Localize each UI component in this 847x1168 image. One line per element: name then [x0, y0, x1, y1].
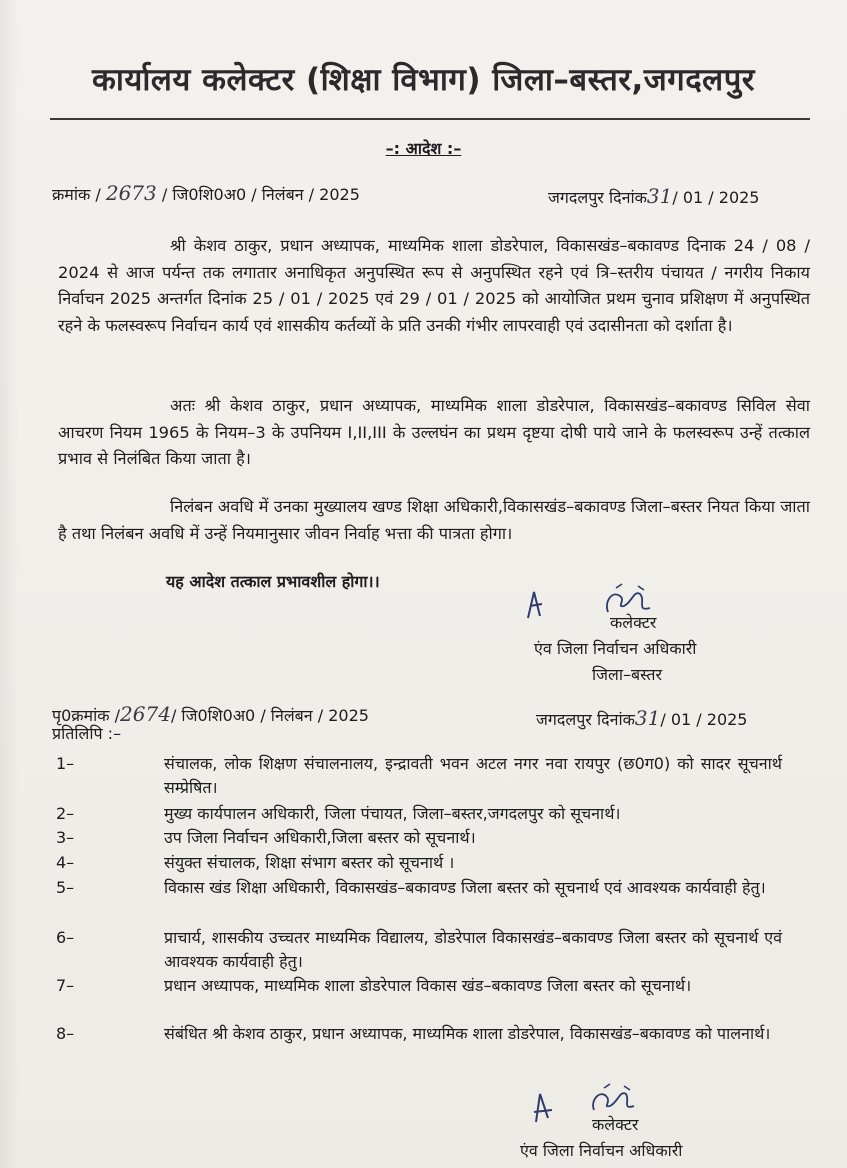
list-item-text: प्राचार्य, शासकीय उच्चतर माध्यमिक विद्यालय, डोडरेपाल विकासखंड–बकावण्ड जिला बस्तर को सूचनार्थ एवं आवश्यक कार्यवाही हेतु। [164, 928, 783, 971]
signature-block-2 [520, 1112, 760, 1164]
list-item [52, 1022, 782, 1046]
effective-statement: यह आदेश तत्काल प्रभावशील होगा।। [166, 572, 380, 591]
endorsement-date-day: 31 [634, 706, 661, 730]
copy-to-label: प्रतिलिपि :– [52, 724, 122, 743]
list-item-number: 1– [56, 754, 75, 773]
signature-block-1 [520, 610, 760, 688]
list-item [52, 876, 782, 900]
order-date-rest: / 01 / 2025 [672, 188, 760, 207]
list-item [52, 974, 782, 998]
list-item-text: विकास खंड शिक्षा अधिकारी, विकासखंड–बकावण्ड जिला बस्तर को सूचनार्थ एवं आवश्यक कार्यवाही हेतु। [164, 878, 766, 897]
list-item-number: 3– [56, 828, 75, 847]
endorsement-ref-suffix: / जि0शि0अ0 / निलंबन / 2025 [170, 706, 369, 725]
page-edge-shadow [0, 0, 18, 1168]
order-date-prefix: जगदलपुर दिनांक [548, 188, 647, 207]
endorsement-ref-number: 2674 [120, 702, 171, 726]
list-item-number: 2– [56, 804, 75, 823]
order-heading: –: आदेश :– [385, 139, 462, 158]
endorsement-ref-prefix: पृ0क्रमांक / [52, 706, 121, 725]
signatory-title: कलेक्टर [592, 1115, 639, 1134]
order-reference [52, 181, 360, 205]
list-item-text: संयुक्त संचालक, शिक्षा संभाग बस्तर को सूचनार्थ । [164, 853, 455, 872]
list-item-text: उप जिला निर्वाचन अधिकारी,जिला बस्तर को सूचनार्थ। [164, 828, 476, 847]
list-item-number: 8– [56, 1024, 75, 1043]
letterhead-divider [50, 118, 810, 120]
order-ref-number: 2673 [105, 181, 157, 205]
signatory-role: एंव जिला निर्वाचन अधिकारी [520, 1141, 683, 1160]
list-item [52, 752, 782, 800]
endorsement-date-prefix: जगदलपुर दिनांक [536, 710, 635, 729]
letterhead-title: कार्यालय कलेक्टर (शिक्षा विभाग) जिला–बस्तर,जगदलपुर [92, 62, 755, 98]
list-item-text: मुख्य कार्यपालन अधिकारी, जिला पंचायत, जिला–बस्तर,जगदलपुर को सूचनार्थ। [164, 804, 621, 823]
signatory-title: कलेक्टर [610, 613, 657, 632]
order-ref-suffix: / जि0शि0अ0 / निलंबन / 2025 [161, 185, 360, 204]
list-item [52, 926, 782, 974]
body-paragraph-3: निलंबन अवधि में उनका मुख्यालय खण्ड शिक्षा अधिकारी,विकासखंड–बकावण्ड जिला–बस्तर नियत किया जाता है तथा निलंबन अवधि में उन्हें नियमानुसार जीवन निर्वाह भत्ता की पात्रता होगा। [58, 497, 810, 543]
list-item-text: संचालक, लोक शिक्षण संचालनालय, इन्द्रावती भवन अटल नगर नवा रायपुर (छ0ग0) को सादर सूचनार्थ सम्प्रेषित। [164, 754, 782, 797]
endorsement-date [536, 706, 747, 730]
order-date [548, 184, 759, 208]
list-item [52, 826, 782, 850]
order-date-day: 31 [646, 184, 673, 208]
list-item-number: 6– [56, 928, 75, 947]
order-ref-prefix: क्रमांक / [52, 185, 101, 204]
signatory-role: एंव जिला निर्वाचन अधिकारी [534, 639, 697, 658]
list-item-number: 4– [56, 853, 75, 872]
list-item-text: संबंधित श्री केशव ठाकुर, प्रधान अध्यापक, माध्यमिक शाला डोडरेपाल, विकासखंड–बकावण्ड को पालनार्थ। [164, 1024, 771, 1043]
list-item-number: 5– [56, 878, 75, 897]
endorsement-date-rest: / 01 / 2025 [660, 710, 748, 729]
list-item-number: 7– [56, 976, 75, 995]
body-paragraph-1: श्री केशव ठाकुर, प्रधान अध्यापक, माध्यमिक शाला डोडरेपाल, विकासखंड–बकावण्ड दिनाक 24 / 08 / 2024 से आज पर्यन्त तक लगातार अनाधिकृत अनुपस्थित रूप से अनुपस्थित रहने एवं त्रि–स्तरीय पंचायत / नगरीय निकाय निर्वाचन 2025 अन्तर्गत दिनांक 25 / 01 / 2025 एवं 29 / 01 / 2025 को आयोजित प्रथम चुनाव प्रशिक्षण में अनुपस्थित रहने के फलस्वरूप निर्वाचन कार्य एवं शासकीय कर्तव्यों के प्रति उनकी गंभीर लापरवाही एवं उदासीनता को दर्शाता है। [58, 236, 810, 335]
signatory-district: जिला–बस्तर [592, 665, 663, 684]
body-paragraph-2: अतः श्री केशव ठाकुर, प्रधान अध्यापक, माध्यमिक शाला डोडरेपाल, विकासखंड–बकावण्ड सिविल सेवा आचरण नियम 1965 के नियम–3 के उपनियम I,II,III के उल्लघंन का प्रथम दृष्टया दोषी पाये जाने के फलस्वरूप उन्हें तत्काल प्रभाव से निलंबित किया जाता है। [58, 396, 810, 468]
list-item [52, 802, 782, 826]
list-item-text: प्रधान अध्यापक, माध्यमिक शाला डोडरेपाल विकास खंड–बकावण्ड जिला बस्तर को सूचनार्थ। [164, 976, 692, 995]
list-item [52, 851, 782, 875]
